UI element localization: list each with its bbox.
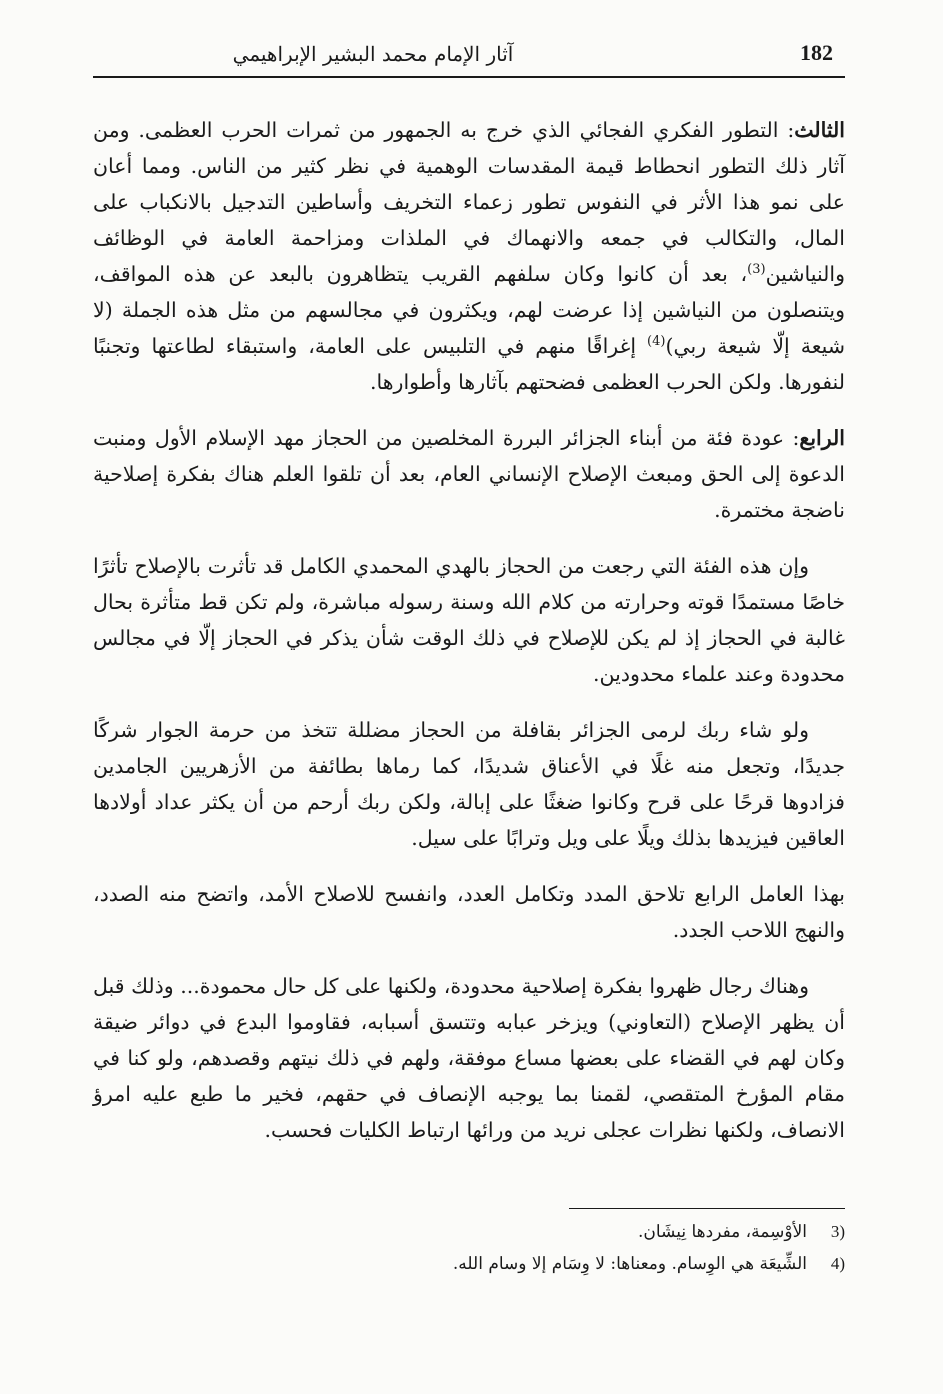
footnote xyxy=(93,1248,845,1280)
paragraph-text: التطور الفكري الفجائي الذي خرج به الجمهور من ثمرات الحرب العظمى. ومن آثار ذلك التطور انحطاط قيمة المقدسات الوهمية في نظر كثير من الناس. ومما أعان على نمو هذا الأثر في النفوس تطور زعماء التخريف وأساطين التدجيل بالانكباب على المال، والتكالب في جمعه والانهماك في الملذات ومزاحمة العامة في الوظائف والنياشين xyxy=(93,118,845,286)
paragraph-lead: الثالث xyxy=(794,118,845,142)
footnote-text: الشِّيعَة هي الوِسام. ومعناها: لا وِسَام إلا وسام الله. xyxy=(452,1254,807,1274)
header-rule xyxy=(93,76,845,78)
paragraph-lead: الرابع xyxy=(799,426,845,450)
paragraph: بهذا العامل الرابع تلاحق المدد وتكامل العدد، وانفسح للاصلاح الأمد، واتضح منه الصدد، والنهج اللاحب الجدد. xyxy=(93,882,845,942)
page-number: 182 xyxy=(800,40,833,65)
footnote-marker: (4) xyxy=(647,334,666,350)
paragraph: وهناك رجال ظهروا بفكرة إصلاحية محدودة، ولكنها على كل حال محمودة... وذلك قبل أن يظهر الإصلاح (التعاوني) ويزخر عبابه وتتسق أسبابه، فقاوموا البدع في دوائر ضيقة وكان لهم في القضاء على بعضها مساع موفقة، ولهم في ذلك نيتهم وقصدهم، ولو كنا في مقام المؤرخ المتقصي، لقمنا بما يوجبه الإنصاف في حقهم، فخير ما طبع عليه امرؤ الانصاف، ولكنها نظرات عجلى نريد من ورائها ارتباط الكليات فحسب. xyxy=(93,974,845,1142)
footnote-marker: (3) xyxy=(747,262,766,278)
paragraph-text: إغراقًا منهم في التلبيس على العامة، واستبقاء لطاعتها وتجنبًا لنفورها. ولكن الحرب العظمى فضحتهم بآثارها وأطوارها. xyxy=(93,334,845,394)
paragraph-text: ، بعد أن كانوا وكان سلفهم القريب يتظاهرون بالبعد عن هذه المواقف، ويتنصلون من النياشين إذا عرضت لهم، ويكثرون في مجالسهم من مثل هذه الجملة (لا شيعة إلّا شيعة ربي) xyxy=(93,262,845,358)
running-title: آثار الإمام محمد البشير الإبراهيمي xyxy=(232,42,514,66)
paragraph: ولو شاء ربك لرمى الجزائر بقافلة من الحجاز مضللة تتخذ من حرمة الجوار شركًا جديدًا، وتجعل منه غلًا في الأعناق شديدًا، كما رماها بطائفة من الأزهريين الجامدين فزادوها قرحًا على قرح وكانوا ضغثًا على إبالة، ولكن ربك أرحم من أن يكثر عداد أولادها العاقين فيزيدها بذلك ويلًا على ويل وترابًا على سيل. xyxy=(93,718,845,850)
footnote-number: 3) xyxy=(830,1222,845,1241)
lead-separator: : xyxy=(778,118,795,142)
body-text xyxy=(93,112,845,1148)
lead-separator: : xyxy=(784,426,800,450)
footnote-rule xyxy=(569,1208,845,1209)
paragraph: وإن هذه الفئة التي رجعت من الحجاز بالهدي المحمدي الكامل قد تأثرت بالإصلاح تأثرًا خاصًا مستمدًا قوته وحرارته من كلام الله وسنة رسوله مباشرة، ولم تكن قط متأثرة بحال غالبة في الحجاز إذ لم يكن للإصلاح في ذلك الوقت شأن يذكر في الحجاز إلّا في مجالس محدودة وعند علماء محدودين. xyxy=(93,554,845,686)
paragraph-text: عودة فئة من أبناء الجزائر البررة المخلصين من الحجاز مهد الإسلام الأول ومنبت الدعوة إلى الحق ومبعث الإصلاح الإنساني العام، بعد أن تلقوا العلم هناك بفكرة إصلاحية ناضجة مختمرة. xyxy=(93,426,845,522)
footnotes xyxy=(93,1216,845,1280)
footnote xyxy=(93,1216,845,1248)
footnote-text: الأوْسِمة، مفردها نِيشَان. xyxy=(637,1222,807,1242)
paragraph-fourth xyxy=(93,420,845,528)
page-header xyxy=(93,38,845,78)
paragraph-third xyxy=(93,112,845,400)
footnote-number: 4) xyxy=(830,1254,845,1273)
